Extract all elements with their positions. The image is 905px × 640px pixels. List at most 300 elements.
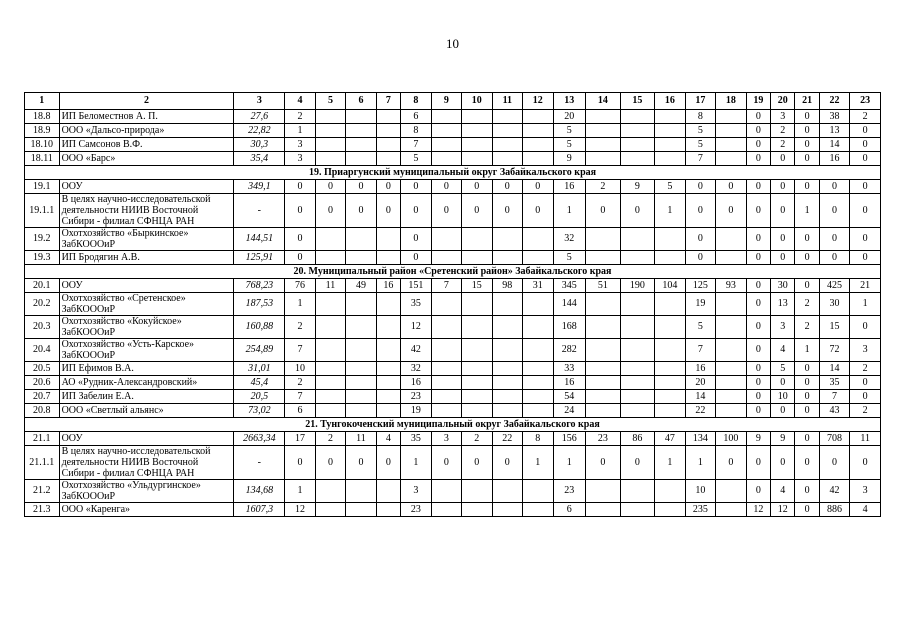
row-number-cell: 20.5 xyxy=(25,362,60,376)
value-cell: 23 xyxy=(401,390,431,404)
area-cell: 31,01 xyxy=(234,362,285,376)
value-cell: 1 xyxy=(285,480,315,503)
value-cell xyxy=(315,404,345,418)
table-row xyxy=(25,251,881,265)
value-cell xyxy=(620,316,655,339)
value-cell xyxy=(376,138,400,152)
value-cell: 100 xyxy=(716,432,746,446)
value-cell: 20 xyxy=(553,110,586,124)
table-row xyxy=(25,138,881,152)
value-cell: 0 xyxy=(850,138,881,152)
value-cell xyxy=(492,251,522,265)
value-cell: 4 xyxy=(771,339,795,362)
value-cell xyxy=(492,503,522,517)
value-cell xyxy=(523,404,553,418)
value-cell xyxy=(523,251,553,265)
value-cell: 0 xyxy=(746,279,770,293)
row-number-cell: 18.9 xyxy=(25,124,60,138)
value-cell: 30 xyxy=(819,293,849,316)
value-cell xyxy=(586,362,621,376)
table-row xyxy=(25,362,881,376)
value-cell: 0 xyxy=(315,194,345,228)
value-cell xyxy=(586,390,621,404)
value-cell: 345 xyxy=(553,279,586,293)
table-row xyxy=(25,339,881,362)
user-name-cell: В целях научно-исследовательской деятельности НИИВ Восточной Сибири - филиал СФНЦА РАН xyxy=(59,446,234,480)
header-cell: 2 xyxy=(59,93,234,110)
value-cell xyxy=(376,110,400,124)
value-cell: 3 xyxy=(401,480,431,503)
value-cell: 0 xyxy=(850,390,881,404)
value-cell: 43 xyxy=(819,404,849,418)
value-cell xyxy=(492,480,522,503)
value-cell: 14 xyxy=(685,390,715,404)
value-cell xyxy=(462,390,492,404)
value-cell xyxy=(716,110,746,124)
area-cell: 187,53 xyxy=(234,293,285,316)
value-cell xyxy=(492,293,522,316)
value-cell: 0 xyxy=(746,480,770,503)
header-cell: 14 xyxy=(586,93,621,110)
value-cell xyxy=(523,362,553,376)
value-cell xyxy=(655,251,685,265)
value-cell xyxy=(462,376,492,390)
value-cell: 19 xyxy=(685,293,715,316)
value-cell: 0 xyxy=(716,194,746,228)
value-cell xyxy=(315,503,345,517)
value-cell xyxy=(716,251,746,265)
value-cell: 16 xyxy=(819,152,849,166)
value-cell xyxy=(492,110,522,124)
row-number-cell: 18.10 xyxy=(25,138,60,152)
value-cell: 151 xyxy=(401,279,431,293)
value-cell xyxy=(716,138,746,152)
value-cell: 0 xyxy=(285,180,315,194)
value-cell: 2 xyxy=(462,432,492,446)
value-cell: 0 xyxy=(523,194,553,228)
value-cell: 0 xyxy=(376,194,400,228)
value-cell: 0 xyxy=(746,124,770,138)
value-cell: 0 xyxy=(850,228,881,251)
value-cell: 5 xyxy=(553,138,586,152)
value-cell: 12 xyxy=(746,503,770,517)
value-cell: 2 xyxy=(795,316,819,339)
header-cell: 15 xyxy=(620,93,655,110)
value-cell: 35 xyxy=(819,376,849,390)
section-row xyxy=(25,265,881,279)
value-cell: 134 xyxy=(685,432,715,446)
value-cell: 6 xyxy=(401,110,431,124)
value-cell xyxy=(346,390,376,404)
value-cell: 8 xyxy=(685,110,715,124)
value-cell: 72 xyxy=(819,339,849,362)
area-cell: 30,3 xyxy=(234,138,285,152)
value-cell xyxy=(462,251,492,265)
value-cell: 0 xyxy=(285,194,315,228)
user-name-cell: ООО «Каренга» xyxy=(59,503,234,517)
value-cell: 104 xyxy=(655,279,685,293)
value-cell: 0 xyxy=(685,228,715,251)
value-cell xyxy=(462,339,492,362)
row-number-cell: 21.3 xyxy=(25,503,60,517)
row-number-cell: 20.7 xyxy=(25,390,60,404)
header-cell: 7 xyxy=(376,93,400,110)
value-cell: 125 xyxy=(685,279,715,293)
value-cell xyxy=(431,152,461,166)
value-cell: 16 xyxy=(553,180,586,194)
value-cell xyxy=(523,376,553,390)
value-cell: 2 xyxy=(795,293,819,316)
value-cell xyxy=(492,152,522,166)
value-cell xyxy=(376,152,400,166)
value-cell: 15 xyxy=(462,279,492,293)
value-cell: 0 xyxy=(746,446,770,480)
row-number-cell: 18.11 xyxy=(25,152,60,166)
value-cell: 0 xyxy=(819,446,849,480)
value-cell: 1 xyxy=(553,446,586,480)
value-cell: 144 xyxy=(553,293,586,316)
value-cell: 708 xyxy=(819,432,849,446)
area-cell: 768,23 xyxy=(234,279,285,293)
value-cell xyxy=(492,228,522,251)
value-cell: 0 xyxy=(716,446,746,480)
row-number-cell: 20.8 xyxy=(25,404,60,418)
value-cell: 0 xyxy=(746,194,770,228)
value-cell: 0 xyxy=(376,446,400,480)
row-number-cell: 19.3 xyxy=(25,251,60,265)
value-cell xyxy=(492,390,522,404)
user-name-cell: ИП Забелин Е.А. xyxy=(59,390,234,404)
value-cell: 2 xyxy=(315,432,345,446)
value-cell xyxy=(655,376,685,390)
value-cell xyxy=(523,110,553,124)
value-cell: 2 xyxy=(850,110,881,124)
value-cell: 9 xyxy=(746,432,770,446)
value-cell: 0 xyxy=(746,404,770,418)
value-cell: 0 xyxy=(401,194,431,228)
value-cell: 0 xyxy=(819,194,849,228)
value-cell xyxy=(431,124,461,138)
value-cell: 0 xyxy=(850,152,881,166)
table-row xyxy=(25,293,881,316)
value-cell xyxy=(346,251,376,265)
value-cell: 16 xyxy=(553,376,586,390)
value-cell xyxy=(492,339,522,362)
area-cell: 134,68 xyxy=(234,480,285,503)
value-cell xyxy=(620,480,655,503)
value-cell: 0 xyxy=(771,152,795,166)
value-cell: 2 xyxy=(285,376,315,390)
value-cell xyxy=(462,293,492,316)
user-name-cell: ООО «Светлый альянс» xyxy=(59,404,234,418)
value-cell: 5 xyxy=(685,124,715,138)
value-cell: 5 xyxy=(401,152,431,166)
value-cell: 0 xyxy=(285,446,315,480)
value-cell xyxy=(655,228,685,251)
value-cell: 0 xyxy=(523,180,553,194)
table-row xyxy=(25,390,881,404)
value-cell: 425 xyxy=(819,279,849,293)
value-cell xyxy=(620,339,655,362)
value-cell xyxy=(315,293,345,316)
area-cell: 1607,3 xyxy=(234,503,285,517)
user-name-cell: ИП Ефимов В.А. xyxy=(59,362,234,376)
value-cell xyxy=(376,293,400,316)
value-cell xyxy=(431,293,461,316)
value-cell: 0 xyxy=(746,152,770,166)
user-name-cell: АО «Рудник-Александровский» xyxy=(59,376,234,390)
value-cell: 5 xyxy=(655,180,685,194)
value-cell: 0 xyxy=(746,339,770,362)
value-cell: 22 xyxy=(685,404,715,418)
value-cell xyxy=(655,339,685,362)
value-cell: 23 xyxy=(553,480,586,503)
value-cell: 1 xyxy=(553,194,586,228)
value-cell: 23 xyxy=(586,432,621,446)
user-name-cell: Охотхозяйство «Быркинское» ЗабКОООиР xyxy=(59,228,234,251)
value-cell: 0 xyxy=(795,110,819,124)
row-number-cell: 20.1 xyxy=(25,279,60,293)
area-cell: 35,4 xyxy=(234,152,285,166)
area-cell: 254,89 xyxy=(234,339,285,362)
value-cell: 0 xyxy=(462,446,492,480)
value-cell: 0 xyxy=(850,316,881,339)
value-cell: 54 xyxy=(553,390,586,404)
value-cell xyxy=(620,152,655,166)
table-row xyxy=(25,376,881,390)
value-cell: 1 xyxy=(655,446,685,480)
value-cell: 0 xyxy=(746,228,770,251)
value-cell: 0 xyxy=(771,446,795,480)
header-cell: 4 xyxy=(285,93,315,110)
value-cell: 0 xyxy=(795,138,819,152)
value-cell: 168 xyxy=(553,316,586,339)
value-cell: 0 xyxy=(586,446,621,480)
header-cell: 5 xyxy=(315,93,345,110)
value-cell: 2 xyxy=(771,138,795,152)
value-cell: 15 xyxy=(819,316,849,339)
value-cell xyxy=(523,228,553,251)
value-cell xyxy=(376,316,400,339)
user-name-cell: Охотхозяйство «Сретенское» ЗабКОООиР xyxy=(59,293,234,316)
value-cell: 4 xyxy=(376,432,400,446)
value-cell xyxy=(655,110,685,124)
header-cell: 12 xyxy=(523,93,553,110)
value-cell xyxy=(315,480,345,503)
value-cell: 0 xyxy=(850,251,881,265)
value-cell xyxy=(376,228,400,251)
value-cell xyxy=(492,376,522,390)
value-cell: 0 xyxy=(746,138,770,152)
value-cell xyxy=(620,376,655,390)
value-cell xyxy=(376,480,400,503)
value-cell: 32 xyxy=(553,228,586,251)
value-cell: 24 xyxy=(553,404,586,418)
value-cell: 22 xyxy=(492,432,522,446)
value-cell: 1 xyxy=(795,339,819,362)
value-cell: 0 xyxy=(285,251,315,265)
value-cell: 5 xyxy=(553,251,586,265)
user-name-cell: ООУ xyxy=(59,180,234,194)
value-cell: 0 xyxy=(746,293,770,316)
value-cell xyxy=(655,503,685,517)
value-cell xyxy=(346,503,376,517)
header-cell: 3 xyxy=(234,93,285,110)
header-cell: 19 xyxy=(746,93,770,110)
value-cell xyxy=(376,339,400,362)
value-cell xyxy=(492,138,522,152)
value-cell xyxy=(315,152,345,166)
value-cell xyxy=(346,480,376,503)
value-cell: 0 xyxy=(492,194,522,228)
value-cell: 11 xyxy=(315,279,345,293)
user-name-cell: ООУ xyxy=(59,432,234,446)
header-cell: 13 xyxy=(553,93,586,110)
value-cell: 0 xyxy=(771,251,795,265)
value-cell: 13 xyxy=(771,293,795,316)
value-cell xyxy=(620,362,655,376)
header-cell: 17 xyxy=(685,93,715,110)
value-cell: 886 xyxy=(819,503,849,517)
value-cell xyxy=(620,124,655,138)
value-cell: 0 xyxy=(771,194,795,228)
value-cell: 0 xyxy=(685,180,715,194)
value-cell xyxy=(346,110,376,124)
value-cell: 33 xyxy=(553,362,586,376)
table-row xyxy=(25,152,881,166)
value-cell xyxy=(462,503,492,517)
value-cell xyxy=(716,152,746,166)
value-cell xyxy=(620,404,655,418)
value-cell xyxy=(586,293,621,316)
value-cell: 2 xyxy=(285,316,315,339)
value-cell xyxy=(431,390,461,404)
value-cell: 0 xyxy=(586,194,621,228)
row-number-cell: 21.1 xyxy=(25,432,60,446)
value-cell: 1 xyxy=(285,293,315,316)
value-cell: 0 xyxy=(315,446,345,480)
value-cell: 0 xyxy=(746,180,770,194)
value-cell: 7 xyxy=(401,138,431,152)
section-row xyxy=(25,418,881,432)
value-cell: 3 xyxy=(285,152,315,166)
value-cell: 0 xyxy=(462,180,492,194)
row-number-cell: 21.1.1 xyxy=(25,446,60,480)
value-cell xyxy=(716,339,746,362)
area-cell: 144,51 xyxy=(234,228,285,251)
value-cell xyxy=(431,316,461,339)
value-cell xyxy=(523,390,553,404)
area-cell: 20,5 xyxy=(234,390,285,404)
value-cell xyxy=(655,124,685,138)
value-cell xyxy=(376,362,400,376)
value-cell: 14 xyxy=(819,362,849,376)
value-cell: 38 xyxy=(819,110,849,124)
value-cell xyxy=(431,228,461,251)
value-cell: 0 xyxy=(431,180,461,194)
value-cell xyxy=(346,362,376,376)
value-cell: 0 xyxy=(795,124,819,138)
value-cell: 35 xyxy=(401,293,431,316)
value-cell: 3 xyxy=(431,432,461,446)
value-cell: 156 xyxy=(553,432,586,446)
value-cell: 0 xyxy=(746,390,770,404)
value-cell xyxy=(716,293,746,316)
value-cell: 0 xyxy=(795,362,819,376)
table-row xyxy=(25,503,881,517)
value-cell: 0 xyxy=(795,228,819,251)
value-cell xyxy=(586,376,621,390)
value-cell: 12 xyxy=(401,316,431,339)
area-cell: 22,82 xyxy=(234,124,285,138)
value-cell: 93 xyxy=(716,279,746,293)
section-row xyxy=(25,166,881,180)
value-cell xyxy=(315,228,345,251)
value-cell: 9 xyxy=(620,180,655,194)
table-header-row xyxy=(25,93,881,110)
value-cell: 0 xyxy=(795,432,819,446)
value-cell: 1 xyxy=(655,194,685,228)
value-cell: 3 xyxy=(771,110,795,124)
value-cell xyxy=(586,124,621,138)
value-cell xyxy=(376,251,400,265)
value-cell: 76 xyxy=(285,279,315,293)
value-cell xyxy=(346,293,376,316)
value-cell xyxy=(376,503,400,517)
value-cell: 0 xyxy=(492,446,522,480)
area-cell: 160,88 xyxy=(234,316,285,339)
value-cell xyxy=(586,152,621,166)
value-cell xyxy=(346,316,376,339)
value-cell: 0 xyxy=(401,180,431,194)
value-cell: 42 xyxy=(401,339,431,362)
value-cell: 3 xyxy=(850,339,881,362)
value-cell: 0 xyxy=(795,376,819,390)
value-cell xyxy=(431,503,461,517)
header-cell: 22 xyxy=(819,93,849,110)
value-cell xyxy=(462,152,492,166)
value-cell: 12 xyxy=(285,503,315,517)
header-cell: 11 xyxy=(492,93,522,110)
value-cell: 0 xyxy=(819,251,849,265)
value-cell: 0 xyxy=(795,279,819,293)
section-title: 19. Приаргунский муниципальный округ Забайкальского края xyxy=(25,166,881,180)
value-cell: 3 xyxy=(285,138,315,152)
table-row xyxy=(25,279,881,293)
user-name-cell: Охотхозяйство «Ульдургинское» ЗабКОООиР xyxy=(59,480,234,503)
value-cell: 1 xyxy=(285,124,315,138)
value-cell: 0 xyxy=(746,362,770,376)
value-cell: 282 xyxy=(553,339,586,362)
value-cell: 10 xyxy=(285,362,315,376)
value-cell xyxy=(655,480,685,503)
header-cell: 9 xyxy=(431,93,461,110)
value-cell xyxy=(620,293,655,316)
value-cell: 0 xyxy=(401,251,431,265)
value-cell: 14 xyxy=(819,138,849,152)
value-cell: 0 xyxy=(771,228,795,251)
value-cell xyxy=(523,316,553,339)
value-cell xyxy=(315,339,345,362)
header-cell: 21 xyxy=(795,93,819,110)
value-cell: 32 xyxy=(401,362,431,376)
value-cell: 0 xyxy=(376,180,400,194)
value-cell xyxy=(586,404,621,418)
value-cell: 0 xyxy=(746,110,770,124)
value-cell: 7 xyxy=(819,390,849,404)
value-cell: 2 xyxy=(850,362,881,376)
value-cell xyxy=(586,228,621,251)
